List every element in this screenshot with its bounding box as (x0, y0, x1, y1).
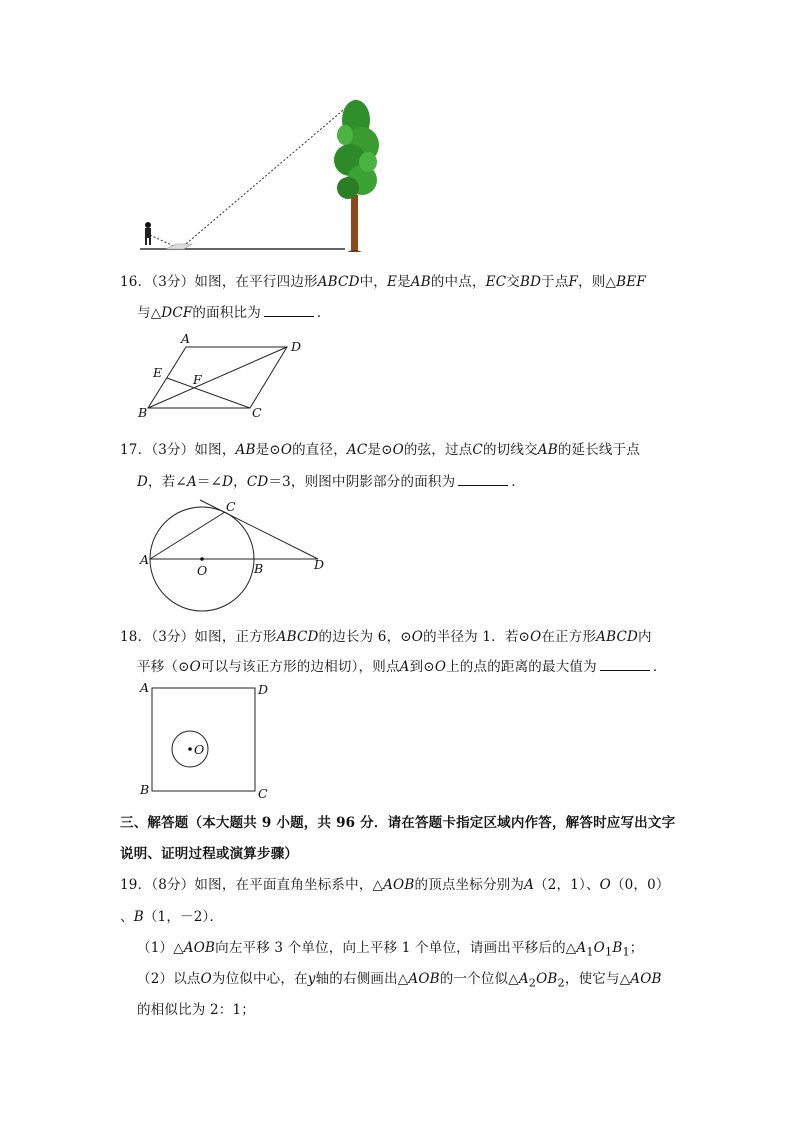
q16-line1: 16．（3分）如图，在平行四边形ABCD中，E是AB的中点，EC交BD于点F，则△BEF (120, 274, 646, 290)
label-D: D (291, 339, 302, 354)
label-D: D (314, 557, 325, 572)
section-heading: 三、解答题（本大题共 9 小题，共 96 分．请在答题卡指定区域内作答，解答时应写出文字 (120, 815, 676, 831)
q19-line1: 19．（8分）如图，在平面直角坐标系中，△AOB的顶点坐标分别为A（2，1）、O（0，0） (120, 877, 670, 893)
q16-parallelogram-figure (0, 330, 794, 430)
label-A: A (140, 552, 150, 567)
label-D: D (258, 682, 269, 697)
label-C: C (252, 405, 262, 420)
answer-blank (458, 473, 508, 486)
q19-part2: （2）以点O为位似中心，在y轴的右侧画出△AOB的一个位似$\triangle A_2OB_2$，使它与△AOB (137, 971, 662, 990)
q19-part1: （1）△AOB向左平移 3 个单位，向上平移 1 个单位，请画出平移后的$\triangle A_1O_1B_1$； (137, 940, 644, 959)
person-icon (145, 222, 151, 245)
label-C: C (258, 786, 268, 801)
label-A: A (181, 331, 191, 346)
q18-square-figure (0, 680, 794, 800)
label-O: O (197, 563, 208, 578)
label-B: B (140, 782, 150, 797)
q16-line2: 与△DCF的面积比为 ． (137, 305, 331, 321)
label-B: B (254, 561, 264, 576)
q18-line2: 平移（⊙O可以与该正方形的边相切），则点A到⊙O上的点的距离的最大值为 ． (137, 659, 667, 675)
answer-blank (264, 304, 314, 317)
label-B: B (138, 405, 148, 420)
q17-line1: 17．（3分）如图，AB是⊙O的直径，AC是⊙O的弦，过点C的切线交AB的延长线于点 (120, 442, 641, 458)
label-C: C (226, 499, 236, 514)
label-A: A (140, 680, 150, 695)
q19-line2: 、B（1，－2）． (120, 909, 224, 925)
section-heading-cont: 说明、证明过程或演算步骤） (120, 846, 299, 862)
label-O: O (194, 742, 205, 757)
answer-blank (600, 658, 650, 671)
tree-icon (334, 100, 379, 252)
label-E: E (153, 365, 163, 380)
label-F: F (193, 372, 202, 387)
tree-mirror-figure (0, 0, 794, 260)
q17-line2: D，若∠A＝∠D，CD＝3，则图中阴影部分的面积为 ． (137, 474, 526, 490)
q19-part2-cont: 的相似比为 2：1； (137, 1002, 255, 1018)
q18-line1: 18．（3分）如图，正方形ABCD的边长为 6，⊙O的半径为 1．若⊙O在正方形ABCD内 (120, 629, 652, 645)
q17-circle-figure (0, 495, 794, 615)
